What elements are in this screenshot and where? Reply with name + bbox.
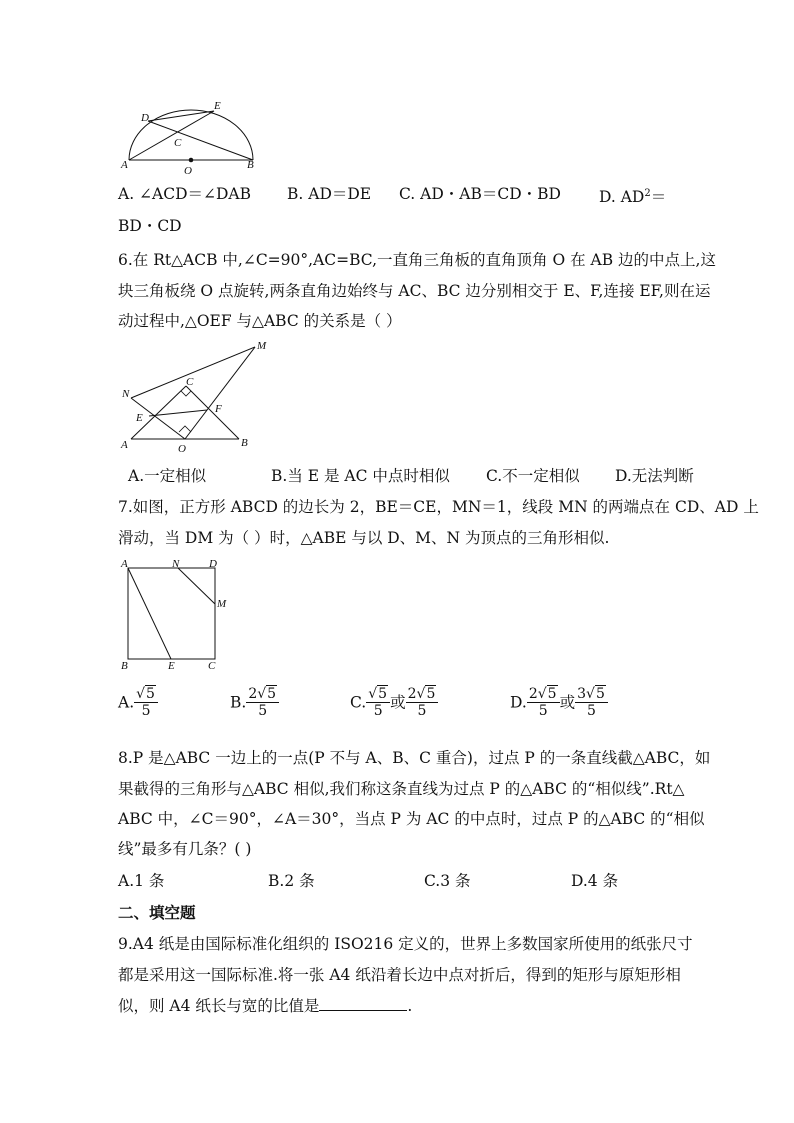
q6-option-d: D.无法判断 [615, 467, 694, 485]
q5-option-a: A. ∠ACD＝∠DAB [118, 185, 252, 203]
q7-option-d2-coef: 3 [577, 686, 587, 702]
q7-option-a-radicand: 5 [146, 686, 155, 702]
q5-option-b: B. AD＝DE [287, 185, 372, 203]
q9-line-3-prefix: 似，则 A4 纸长与宽的比值是 [118, 997, 320, 1015]
sqrt-symbol: √5 [416, 686, 436, 702]
q7-option-c-label: C. [350, 693, 367, 712]
q6-label-m: M [257, 340, 267, 352]
q5-center-dot [189, 158, 194, 163]
q7-option-c-fraction-1 [366, 686, 390, 719]
q5-option-c: C. AD・AB＝CD・BD [399, 185, 561, 203]
q5-option-d-line2: BD・CD [118, 217, 182, 235]
q8-line-2: 果截得的三角形与△ABC 相似,我们称这条直线为过点 P 的△ABC 的“相似线”.Rt△ [118, 780, 685, 798]
q7-option-b-radicand: 5 [267, 686, 277, 702]
sqrt-symbol: √5 [136, 686, 155, 702]
q6-option-c: C.不一定相似 [486, 467, 580, 485]
q7-option-c2-coef: 2 [407, 686, 417, 702]
q7-option-a-denominator: 5 [141, 703, 151, 719]
q5-option-d [599, 184, 666, 207]
q7-option-d-or: 或 [559, 693, 576, 712]
q6-line-2: 块三角板绕 O 点旋转,两条直角边始终与 AC、BC 边分别相交于 E、F,连接 EF,则在运 [118, 282, 711, 300]
q6-segment-cb [186, 386, 239, 439]
q8-line-3: ABC 中，∠C＝90°，∠A＝30°，当点 P 为 AC 的中点时，过点 P 的△ABC 的“相似 [118, 810, 705, 828]
q6-line-3: 动过程中,△OEF 与△ABC 的关系是（ ） [118, 312, 402, 330]
q5-option-d-suffix: ＝ [650, 188, 667, 207]
q7-segment-ae [128, 568, 171, 659]
q7-option-b-fraction [246, 686, 279, 719]
q7-option-c2-radicand: 5 [426, 686, 436, 702]
q5-label-o: O [184, 165, 192, 177]
q7-label-e: E [168, 660, 175, 672]
q5-option-d-prefix: D. AD [599, 188, 645, 207]
q7-option-d1-coef: 2 [528, 686, 538, 702]
q8-option-d: D.4 条 [571, 872, 619, 890]
q7-label-m: M [217, 598, 227, 610]
q5-option-d-sup: 2 [644, 188, 651, 199]
q8-option-c: C.3 条 [424, 872, 471, 890]
q5-label-b: B [247, 159, 254, 171]
q7-option-a-fraction [134, 686, 158, 719]
q7-label-c: C [208, 660, 216, 672]
q5-label-a: A [121, 159, 128, 171]
q7-option-a-label: A. [118, 693, 135, 712]
q7-option-c [350, 686, 438, 719]
sqrt-symbol: √5 [257, 686, 277, 702]
q7-segment-nm [178, 568, 215, 604]
q6-line-1: 6.在 Rt△ACB 中,∠C=90°,AC=BC,一直角三角板的直角顶角 O 在 AB 边的中点上,这 [118, 251, 716, 269]
q8-line-1: 8.P 是△ABC 一边上的一点(P 不与 A、B、C 重合)，过点 P 的一条直线截△ABC，如 [118, 749, 711, 767]
q5-label-e: E [214, 100, 221, 112]
q5-label-c: C [174, 137, 182, 149]
q9-answer-blank[interactable] [319, 996, 407, 1011]
q6-label-f: F [215, 403, 222, 415]
q7-option-b-label: B. [230, 693, 247, 712]
q7-square-abcd [128, 568, 215, 659]
q7-figure [118, 556, 238, 672]
q7-option-d1-denominator: 5 [538, 703, 548, 719]
q6-right-angle-o [179, 426, 191, 432]
q7-label-d: D [209, 558, 217, 570]
q9-line-3-suffix: . [407, 997, 413, 1015]
q7-option-b-denominator: 5 [258, 703, 268, 719]
q7-option-d-fraction-2 [575, 686, 608, 719]
q6-segment-om [185, 347, 255, 439]
q6-segment-nm [131, 347, 255, 398]
q7-option-c1-denominator: 5 [373, 703, 383, 719]
q9-line-2: 都是采用这一国际标准.将一张 A4 纸沿着长边中点对折后，得到的矩形与原矩形相 [118, 966, 681, 984]
q8-option-b: B.2 条 [268, 872, 315, 890]
q5-label-d: D [141, 112, 149, 124]
q6-right-angle-c [181, 391, 191, 396]
q7-option-c1-radicand: 5 [378, 686, 388, 702]
q7-line-1: 7.如图，正方形 ABCD 的边长为 2，BE＝CE，MN＝1，线段 MN 的两端点在 CD、AD 上 [118, 498, 759, 516]
q6-figure [118, 338, 268, 456]
q5-figure [118, 96, 268, 178]
q7-label-n: N [172, 558, 180, 570]
q7-option-a [118, 686, 158, 719]
q5-segment-de [148, 111, 214, 121]
q7-line-2: 滑动，当 DM 为（ ）时，△ABE 与以 D、M、N 为顶点的三角形相似. [118, 529, 610, 547]
sqrt-symbol: √5 [368, 686, 388, 702]
q7-option-c2-denominator: 5 [417, 703, 427, 719]
q7-option-d2-radicand: 5 [595, 686, 605, 702]
q7-option-b [230, 686, 279, 719]
q7-option-c-fraction-2 [406, 686, 439, 719]
q8-option-a: A.1 条 [118, 872, 165, 890]
q7-option-d2-denominator: 5 [587, 703, 596, 719]
q7-label-a: A [121, 558, 128, 570]
q7-option-c-or: 或 [390, 693, 406, 712]
q8-line-4: 线”最多有几条？( ) [118, 840, 252, 858]
q7-option-d1-radicand: 5 [547, 686, 557, 702]
q9-line-1: 9.A4 纸是由国际标准化组织的 ISO216 定义的，世界上多数国家所使用的纸张尺寸 [118, 935, 693, 953]
q7-label-b: B [121, 660, 128, 672]
section-heading-fill-in: 二、填空题 [118, 903, 196, 922]
q7-option-b-coef: 2 [248, 686, 258, 702]
q7-option-d-fraction-1 [527, 686, 560, 719]
q6-label-o: O [178, 443, 186, 455]
q6-label-c: C [186, 376, 194, 388]
q7-option-d [510, 686, 608, 719]
q7-option-d-label: D. [510, 693, 527, 712]
q6-option-a: A.一定相似 [128, 467, 207, 485]
sqrt-symbol: √5 [537, 686, 557, 702]
q9-line-3 [118, 996, 412, 1016]
sqrt-symbol: √5 [586, 686, 605, 702]
q6-label-a: A [121, 439, 128, 451]
q6-option-b: B.当 E 是 AC 中点时相似 [271, 467, 450, 485]
q6-label-n: N [122, 388, 130, 400]
q6-label-e: E [136, 412, 143, 424]
q6-label-b: B [241, 437, 248, 449]
